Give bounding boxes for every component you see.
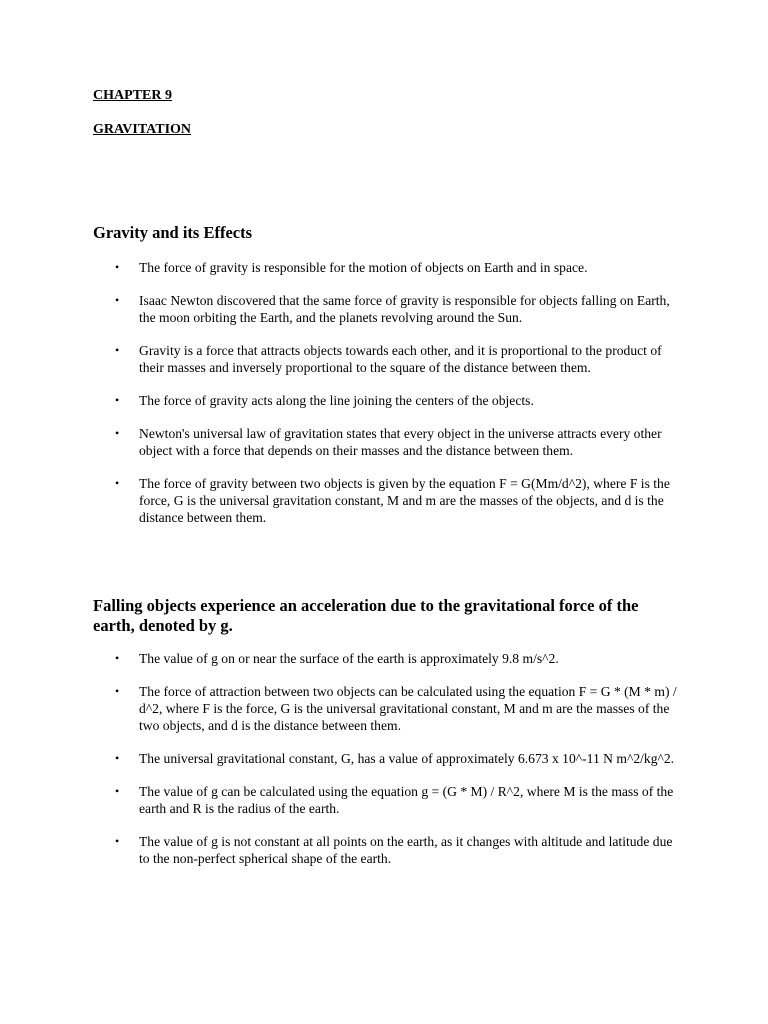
list-item — [93, 783, 683, 817]
section-heading-gravity-effects: Gravity and its Effects — [93, 223, 253, 242]
list-item — [93, 475, 683, 526]
bullet-icon: • — [115, 651, 120, 665]
list-item — [93, 342, 683, 376]
bullet-icon: • — [115, 260, 120, 274]
list-item — [93, 292, 683, 326]
list-item-text: The value of g can be calculated using the equation g = (G * M) / R^2, where M is the mass of the earth and R is the radius of the earth. — [139, 784, 674, 816]
list-item — [93, 833, 683, 867]
list-item-text: The value of g on or near the surface of the earth is approximately 9.8 m/s^2. — [139, 651, 559, 666]
section-heading-falling-objects: Falling objects experience an acceleration due to the gravitational force of the earth, denoted by g. — [93, 596, 639, 635]
list-item-text: Isaac Newton discovered that the same force of gravity is responsible for objects falling on Earth, the moon orbiting the Earth, and the planets revolving around the Sun. — [139, 293, 670, 325]
bullet-icon: • — [115, 476, 120, 490]
bullet-icon: • — [115, 293, 120, 307]
list-item-text: The universal gravitational constant, G, has a value of approximately 6.673 x 10^-11 N m^2/kg^2. — [139, 751, 675, 766]
list-item-text: Gravity is a force that attracts objects towards each other, and it is proportional to the product of their masses and inversely proportional to the square of the distance between them. — [139, 343, 662, 375]
bullet-icon: • — [115, 343, 120, 357]
bullet-icon: • — [115, 751, 120, 765]
list-item — [93, 650, 683, 667]
list-item — [93, 683, 683, 734]
chapter-label: CHAPTER 9 — [93, 88, 172, 103]
list-item-text: The force of attraction between two objects can be calculated using the equation F = G * (M * m) / d^2, where F is the force, G is the universal gravitational constant, M and m are the masses of the two objects, and d is the distance between them. — [139, 684, 677, 733]
list-item — [93, 425, 683, 459]
bullet-list-falling-objects — [93, 650, 683, 883]
list-item-text: The force of gravity acts along the line joining the centers of the objects. — [139, 393, 534, 408]
chapter-title: GRAVITATION — [93, 122, 192, 137]
bullet-icon: • — [115, 426, 120, 440]
bullet-icon: • — [115, 834, 120, 848]
bullet-icon: • — [115, 684, 120, 698]
list-item-text: The force of gravity is responsible for the motion of objects on Earth and in space. — [139, 260, 588, 275]
list-item — [93, 392, 683, 409]
list-item — [93, 259, 683, 276]
list-item-text: The force of gravity between two objects is given by the equation F = G(Mm/d^2), where F is the force, G is the universal gravitation constant, M and m are the masses of the objects, and d is the distance between them. — [139, 476, 670, 525]
bullet-icon: • — [115, 784, 120, 798]
list-item — [93, 750, 683, 767]
list-item-text: Newton's universal law of gravitation states that every object in the universe attracts every other object with a force that depends on their masses and the distance between them. — [139, 426, 662, 458]
list-item-text: The value of g is not constant at all points on the earth, as it changes with altitude and latitude due to the non-perfect spherical shape of the earth. — [139, 834, 673, 866]
bullet-icon: • — [115, 393, 120, 407]
bullet-list-gravity-effects — [93, 259, 683, 542]
